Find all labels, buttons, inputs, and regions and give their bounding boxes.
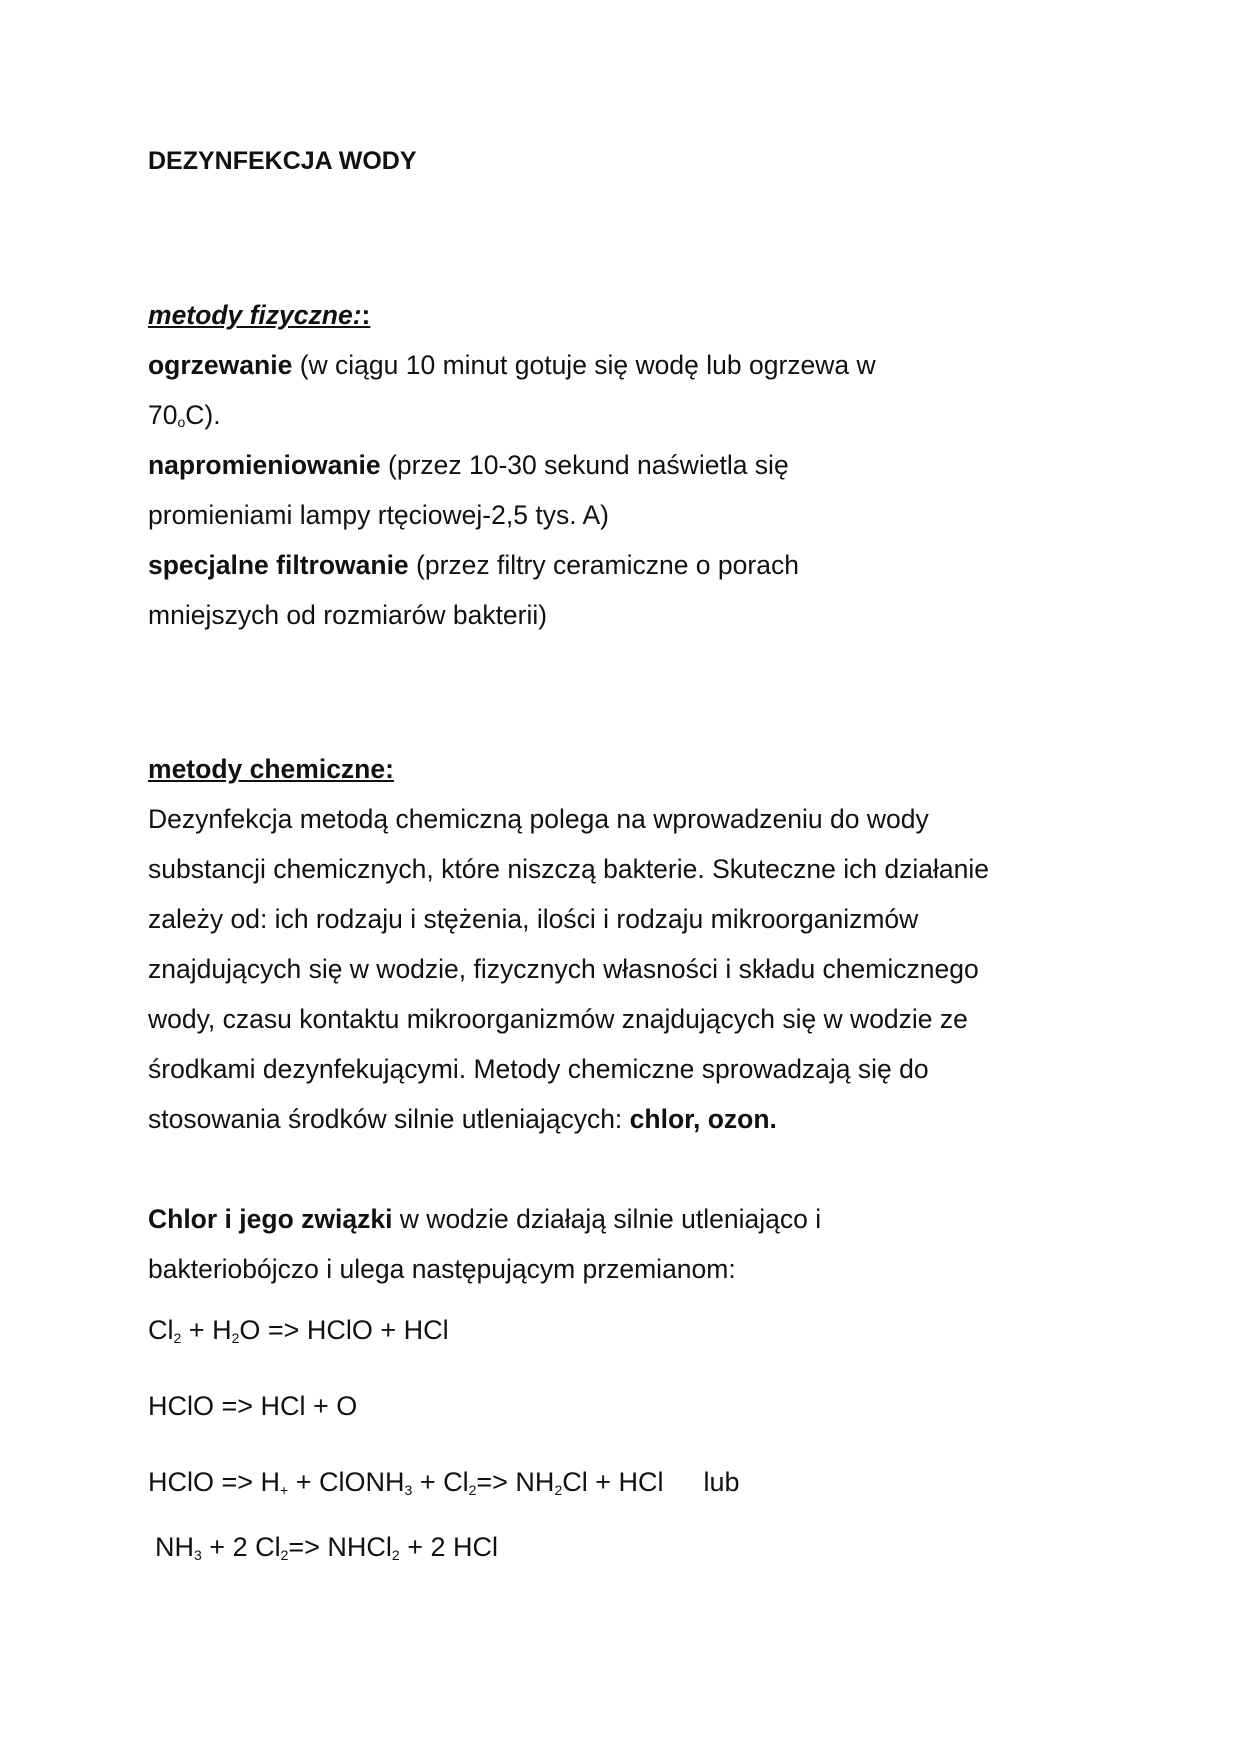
irradiation-term: napromieniowanie [148,450,381,480]
eq3-part: => NH [476,1467,555,1497]
eq3-subscript: 2 [468,1482,477,1498]
eq1-part: O => HClO + HCl [239,1315,449,1345]
chlorine-line-2: bakteriobójczo i ulega następującym przemianom: [148,1254,736,1284]
heating-term: ogrzewanie [148,350,293,380]
eq1-subscript: 2 [173,1330,182,1346]
chemical-paragraph-line: Dezynfekcja metodą chemiczną polega na wprowadzeniu do wody [148,804,929,834]
chemical-paragraph-line: znajdujących się w wodzie, fizycznych własności i składu chemicznego [148,954,979,984]
chlorine-term: Chlor i jego związki [148,1204,393,1234]
chlorine-line [148,1206,821,1233]
physical-methods-heading-text: metody fizyczne: [148,300,362,330]
eq3-subscript: + [280,1482,289,1498]
chemical-paragraph-line: substancji chemicznych, które niszczą bakterie. Skuteczne ich działanie [148,854,990,884]
irradiation-line-2: promieniami lampy rtęciowej-2,5 tys. A) [148,500,609,530]
eq3-part: + Cl [412,1467,469,1497]
filtration-term: specjalne filtrowanie [148,550,409,580]
eq4-part: + 2 HCl [399,1532,499,1562]
equation-2: HClO => HCl + O [148,1391,358,1421]
eq4-subscript: 2 [280,1547,289,1563]
chemical-paragraph-line: wody, czasu kontaktu mikroorganizmów znajdujących się w wodzie ze [148,1004,968,1034]
irradiation-text-1: (przez 10-30 sekund naświetla się [380,450,789,480]
filtration-line [148,552,799,579]
chlorine-text-1: w wodzie działają silnie utleniająco i [392,1204,822,1234]
eq4-part: + 2 Cl [201,1532,281,1562]
chemical-paragraph-last-line [148,1106,777,1133]
physical-methods-heading [148,302,370,329]
eq3-subscript: 3 [404,1482,413,1498]
document-title: DEZYNFEKCJA WODY [148,147,417,175]
irradiation-line [148,452,789,479]
eq1-part: + H [181,1315,232,1345]
heating-temp-degree: o [177,414,186,430]
filtration-text-1: (przez filtry ceramiczne o porach [408,550,799,580]
heating-temp-unit: C). [185,400,221,430]
eq3-part: Cl + HCl [562,1467,664,1497]
heating-temp-number: 70 [148,400,178,430]
eq4-part: NH [155,1532,194,1562]
heating-line [148,352,876,379]
equation-4 [155,1534,498,1561]
chemical-methods-heading: metody chemiczne: [148,754,394,784]
eq3-or-word: lub [703,1467,740,1497]
chemical-paragraph-line: środkami dezynfekującymi. Metody chemiczne sprowadzają się do [148,1054,929,1084]
heating-temp-line [148,402,221,429]
physical-methods-heading-suffix: : [361,300,371,330]
eq3-part: HClO => H [148,1467,281,1497]
chemical-agents: chlor, ozon. [629,1104,777,1134]
eq1-subscript: 2 [231,1330,240,1346]
chemical-paragraph-line: zależy od: ich rodzaju i stężenia, ilości i rodzaju mikroorganizmów [148,904,919,934]
eq4-subscript: 2 [391,1547,400,1563]
eq3-part: + ClONH [288,1467,405,1497]
eq3-subscript: 2 [554,1482,563,1498]
equation-3 [148,1469,740,1496]
eq4-subscript: 3 [194,1547,202,1563]
chemical-last-line-text: stosowania środków silnie utleniających: [148,1104,630,1134]
eq1-part: Cl [148,1315,174,1345]
filtration-line-2: mniejszych od rozmiarów bakterii) [148,600,548,630]
eq4-part: => NHCl [288,1532,392,1562]
heating-text: (w ciągu 10 minut gotuje się wodę lub ogrzewa w [292,350,876,380]
equation-1 [148,1317,449,1344]
